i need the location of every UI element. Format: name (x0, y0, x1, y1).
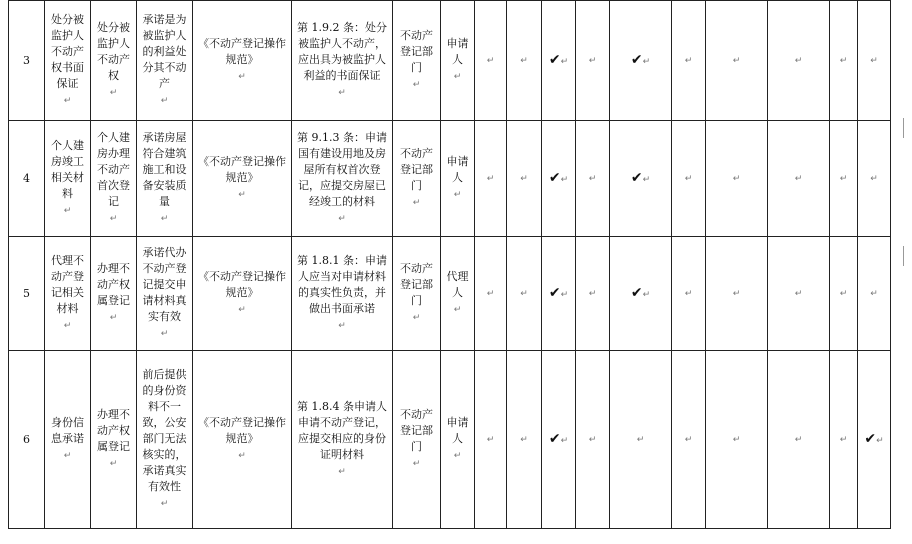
row-number: 4 (23, 171, 30, 185)
paragraph-mark: ↵ (732, 174, 741, 184)
mark-cell (542, 121, 576, 237)
paragraph-mark: ↵ (588, 289, 597, 299)
mark-cell (672, 237, 706, 351)
paragraph-mark: ↵ (839, 435, 848, 445)
promise-content: 承诺代办不动产登记提交申请材料真实有效 (142, 246, 187, 323)
applicant-party: 申请人 (446, 37, 469, 66)
row-number-cell (9, 1, 45, 121)
paragraph-mark: ↵ (732, 435, 741, 445)
legal-basis: 《不动产登记操作规范》 (198, 270, 286, 299)
legal-basis: 《不动产登记操作规范》 (198, 416, 286, 445)
mark-cell (576, 351, 610, 529)
table-body (9, 1, 891, 529)
mark-cell (576, 1, 610, 121)
paragraph-mark: ↵ (238, 190, 246, 200)
promise-content-cell (137, 1, 193, 121)
matter-name-cell (91, 1, 137, 121)
mark-cell (542, 1, 576, 121)
paragraph-mark: ↵ (412, 459, 421, 469)
commitment-table (8, 0, 891, 529)
applicant-party-cell (441, 237, 475, 351)
mark-cell (858, 1, 891, 121)
paragraph-mark: ↵ (109, 88, 118, 98)
paragraph-mark: ↵ (642, 289, 651, 300)
paragraph-mark: ↵ (160, 214, 169, 224)
paragraph-mark: ↵ (486, 174, 495, 184)
mark-cell (507, 351, 542, 529)
mark-cell (610, 1, 672, 121)
paragraph-mark: ↵ (870, 289, 878, 299)
check-icon: ✔ (548, 51, 561, 68)
promise-content-cell (137, 121, 193, 237)
mark-cell (858, 237, 891, 351)
check-icon: ✔ (630, 284, 643, 301)
paragraph-mark: ↵ (63, 96, 72, 106)
mark-cell (576, 121, 610, 237)
material-name-cell (45, 237, 91, 351)
paragraph-mark: ↵ (839, 174, 848, 184)
paragraph-mark: ↵ (63, 451, 72, 461)
legal-basis-cell (193, 351, 292, 529)
paragraph-mark: ↵ (794, 435, 803, 445)
clause-text: 第 1.9.2 条：处分被监护人不动产，应出具为被监护人利益的书面保证 (297, 21, 387, 82)
mark-cell (475, 351, 507, 529)
department-cell (393, 237, 441, 351)
applicant-party-cell (441, 351, 475, 529)
department-cell (393, 351, 441, 529)
paragraph-mark: ↵ (338, 214, 346, 224)
promise-content: 承诺房屋符合建筑施工和设备安装质量 (142, 131, 187, 208)
mark-cell (475, 1, 507, 121)
check-icon: ✔ (548, 284, 561, 301)
paragraph-mark: ↵ (732, 56, 741, 66)
paragraph-mark: ↵ (338, 321, 346, 331)
paragraph-mark: ↵ (338, 467, 346, 477)
mark-cell (768, 121, 830, 237)
table-row (9, 237, 891, 351)
paragraph-mark: ↵ (453, 451, 462, 461)
paragraph-mark: ↵ (560, 435, 569, 446)
mark-cell (768, 351, 830, 529)
material-name: 身份信息承诺 (51, 416, 84, 445)
promise-content-cell (137, 237, 193, 351)
mark-cell (672, 1, 706, 121)
row-number-cell (9, 121, 45, 237)
paragraph-mark: ↵ (486, 435, 495, 445)
paragraph-mark: ↵ (520, 56, 528, 66)
applicant-party-cell (441, 121, 475, 237)
paragraph-mark: ↵ (839, 56, 848, 66)
paragraph-mark: ↵ (63, 321, 72, 331)
clause-text-cell (292, 1, 393, 121)
paragraph-mark: ↵ (520, 289, 528, 299)
applicant-party: 代理人 (446, 270, 469, 299)
paragraph-mark: ↵ (109, 459, 118, 469)
check-icon: ✔ (864, 430, 877, 447)
mark-cell (542, 351, 576, 529)
department: 不动产登记部门 (400, 29, 433, 74)
promise-content: 前后提供的身份资料不一致，公安部门无法核实的，承诺真实有效性 (142, 368, 187, 493)
mark-cell (507, 121, 542, 237)
matter-name: 办理不动产权属登记 (97, 262, 130, 307)
legal-basis-cell (193, 1, 292, 121)
paragraph-mark: ↵ (560, 289, 569, 300)
paragraph-mark: ↵ (588, 174, 597, 184)
matter-name-cell (91, 237, 137, 351)
mark-cell (475, 121, 507, 237)
check-icon: ✔ (630, 169, 643, 186)
paragraph-mark: ↵ (684, 174, 693, 184)
check-icon: ✔ (548, 169, 561, 186)
paragraph-mark: ↵ (453, 72, 462, 82)
paragraph-mark: ↵ (642, 56, 651, 67)
paragraph-mark: ↵ (160, 329, 169, 339)
mark-cell (507, 237, 542, 351)
material-name: 处分被监护人不动产权书面保证 (51, 13, 84, 90)
legal-basis-cell (193, 237, 292, 351)
paragraph-mark: ↵ (794, 289, 803, 299)
paragraph-mark: ↵ (560, 56, 569, 67)
page-edge-marker (903, 118, 912, 138)
paragraph-mark: ↵ (732, 289, 741, 299)
department-cell (393, 121, 441, 237)
mark-cell (706, 237, 768, 351)
page-edge-marker (903, 246, 912, 266)
mark-cell (768, 1, 830, 121)
paragraph-mark: ↵ (642, 174, 651, 185)
paragraph-mark: ↵ (636, 435, 645, 445)
paragraph-mark: ↵ (560, 174, 569, 185)
mark-cell (830, 351, 858, 529)
mark-cell (830, 1, 858, 121)
paragraph-mark: ↵ (794, 174, 803, 184)
department: 不动产登记部门 (400, 262, 433, 307)
mark-cell (610, 121, 672, 237)
legal-basis: 《不动产登记操作规范》 (198, 37, 286, 66)
matter-name: 个人建房办理不动产首次登记 (97, 131, 130, 208)
paragraph-mark: ↵ (684, 56, 693, 66)
paragraph-mark: ↵ (338, 88, 346, 98)
applicant-party: 申请人 (446, 416, 469, 445)
paragraph-mark: ↵ (486, 289, 495, 299)
matter-name: 处分被监护人不动产权 (97, 21, 130, 82)
clause-text: 第 1.8.1 条：申请人应当对申请材料的真实性负责，并做出书面承诺 (297, 254, 387, 315)
row-number: 6 (23, 432, 30, 446)
paragraph-mark: ↵ (63, 206, 72, 216)
clause-text: 第 1.8.4 条申请人申请不动产登记，应提交相应的身份证明材料 (297, 400, 387, 461)
paragraph-mark: ↵ (109, 313, 118, 323)
mark-cell (830, 121, 858, 237)
paragraph-mark: ↵ (870, 56, 878, 66)
mark-cell (706, 351, 768, 529)
paragraph-mark: ↵ (794, 56, 803, 66)
table-row (9, 351, 891, 529)
paragraph-mark: ↵ (160, 96, 169, 106)
row-number-cell (9, 237, 45, 351)
clause-text-cell (292, 121, 393, 237)
mark-cell (706, 1, 768, 121)
paragraph-mark: ↵ (412, 313, 421, 323)
row-number: 3 (23, 53, 30, 67)
mark-cell (610, 237, 672, 351)
department: 不动产登记部门 (400, 408, 433, 453)
matter-name: 办理不动产权属登记 (97, 408, 130, 453)
mark-cell (830, 237, 858, 351)
table-row (9, 1, 891, 121)
applicant-party: 申请人 (446, 155, 469, 184)
promise-content-cell (137, 351, 193, 529)
paragraph-mark: ↵ (520, 435, 528, 445)
material-name-cell (45, 1, 91, 121)
paragraph-mark: ↵ (453, 190, 462, 200)
paragraph-mark: ↵ (109, 214, 118, 224)
matter-name-cell (91, 351, 137, 529)
clause-text: 第 9.1.3 条：申请国有建设用地及房屋所有权首次登记，应提交房屋已经竣工的材料 (297, 131, 387, 208)
paragraph-mark: ↵ (453, 305, 462, 315)
paragraph-mark: ↵ (684, 289, 693, 299)
paragraph-mark: ↵ (684, 435, 693, 445)
paragraph-mark: ↵ (588, 56, 597, 66)
department: 不动产登记部门 (400, 147, 433, 192)
paragraph-mark: ↵ (839, 289, 848, 299)
paragraph-mark: ↵ (160, 499, 169, 509)
material-name: 个人建房竣工相关材料 (51, 139, 84, 200)
legal-basis: 《不动产登记操作规范》 (198, 155, 286, 184)
paragraph-mark: ↵ (486, 56, 495, 66)
paragraph-mark: ↵ (876, 435, 884, 446)
paragraph-mark: ↵ (238, 72, 246, 82)
mark-cell (672, 351, 706, 529)
paragraph-mark: ↵ (520, 174, 528, 184)
promise-content: 承诺是为被监护人的利益处分其不动产 (142, 13, 187, 90)
material-name-cell (45, 121, 91, 237)
clause-text-cell (292, 237, 393, 351)
mark-cell (672, 121, 706, 237)
department-cell (393, 1, 441, 121)
paragraph-mark: ↵ (870, 174, 878, 184)
check-icon: ✔ (548, 430, 561, 447)
check-icon: ✔ (630, 51, 643, 68)
mark-cell (610, 351, 672, 529)
mark-cell (858, 121, 891, 237)
matter-name-cell (91, 121, 137, 237)
material-name-cell (45, 351, 91, 529)
mark-cell (858, 351, 891, 529)
mark-cell (576, 237, 610, 351)
legal-basis-cell (193, 121, 292, 237)
paragraph-mark: ↵ (412, 80, 421, 90)
clause-text-cell (292, 351, 393, 529)
row-number-cell (9, 351, 45, 529)
mark-cell (475, 237, 507, 351)
paragraph-mark: ↵ (238, 451, 246, 461)
paragraph-mark: ↵ (588, 435, 597, 445)
applicant-party-cell (441, 1, 475, 121)
material-name: 代理不动产登记相关材料 (51, 254, 84, 315)
paragraph-mark: ↵ (412, 198, 421, 208)
table-row (9, 121, 891, 237)
mark-cell (507, 1, 542, 121)
paragraph-mark: ↵ (238, 305, 246, 315)
mark-cell (768, 237, 830, 351)
row-number: 5 (23, 286, 30, 300)
mark-cell (542, 237, 576, 351)
mark-cell (706, 121, 768, 237)
